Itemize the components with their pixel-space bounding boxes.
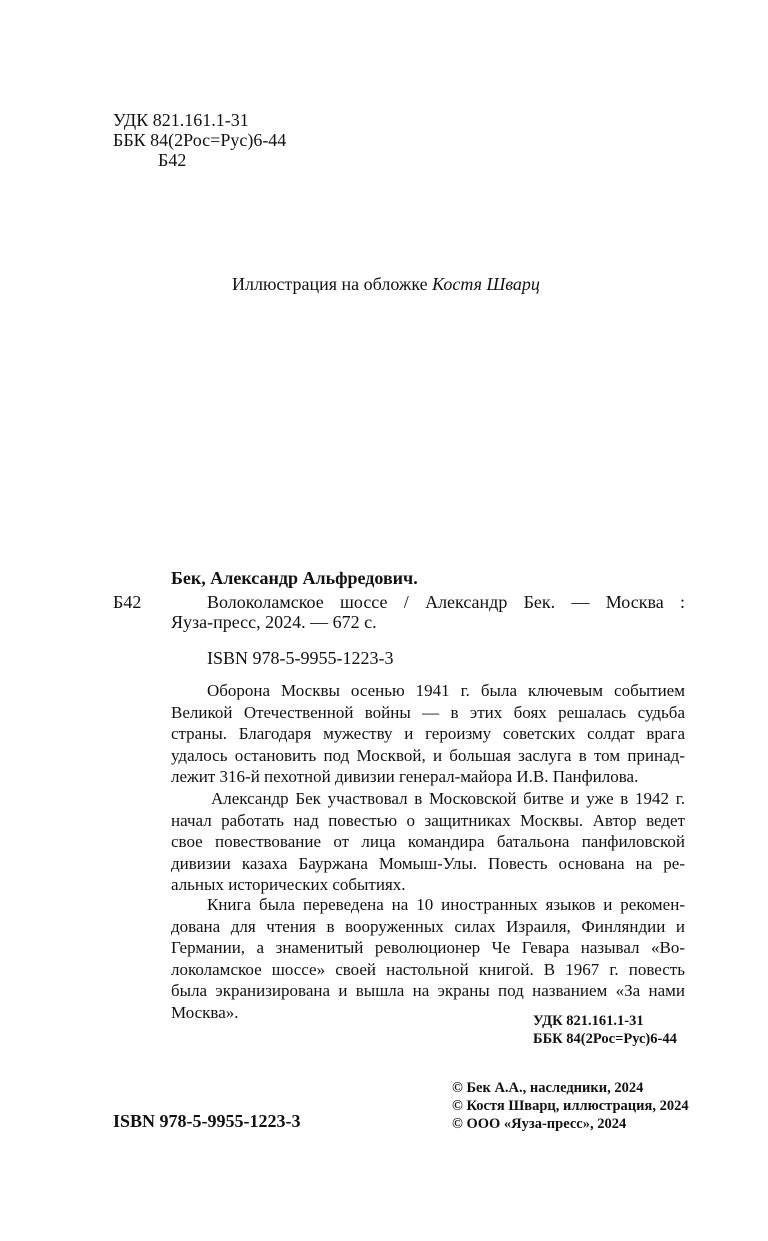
- annotation-line: Москва».: [171, 1002, 239, 1022]
- annotation-line: начал работать над повестью о защитниках Москвы. Автор ведет: [171, 810, 685, 830]
- annotation-line: локоламское шоссе» своей настольной книгой. В 1967 г. повесть: [171, 959, 685, 979]
- annotation-line: дивизии казаха Бауржана Момыш-Улы. Повесть основана на ре-: [171, 853, 685, 873]
- illustration-artist: Костя Шварц: [432, 274, 540, 294]
- annotation-line: удалось остановить под Москвой, и большая заслуга в том принад-: [171, 745, 685, 765]
- annotation-line: Александр Бек участвовал в Московской битве и уже в 1942 г.: [211, 789, 685, 808]
- annotation-paragraph-2: [171, 788, 685, 896]
- illustration-prefix: Иллюстрация на обложке: [232, 274, 433, 294]
- annotation-line: была экранизирована и вышла на экраны под названием «За нами: [171, 981, 685, 1000]
- header-udk: УДК 821.161.1-31: [113, 110, 249, 130]
- classification-bbk: ББК 84(2Рос=Рус)6-44: [533, 1031, 677, 1047]
- annotation-line: Оборона Москвы осенью 1941 г. была ключевым событием: [207, 681, 685, 700]
- annotation-line: страны. Благодаря мужеству и героизму советских солдат врага: [171, 724, 685, 743]
- classification-udk: УДК 821.161.1-31: [533, 1013, 644, 1029]
- annotation-line: Германии, а знаменитый революционер Че Гевара называл «Во-: [171, 938, 685, 957]
- annotation-line: дована для чтения в вооруженных силах Израиля, Финляндии и: [171, 916, 685, 936]
- header-author-mark: Б42: [158, 150, 187, 170]
- annotation-line: лежит 316-й пехотной дивизии генерал-майора И.В. Панфилова.: [171, 767, 639, 786]
- annotation-line: Великой Отечественной войны — в этих боях решалась судьба: [171, 702, 685, 722]
- copyright-line-3: © ООО «Яуза-пресс», 2024: [452, 1116, 627, 1132]
- copyright-line-2: © Костя Шварц, иллюстрация, 2024: [452, 1098, 689, 1114]
- header-bbk: ББК 84(2Рос=Рус)6-44: [113, 130, 287, 150]
- annotation-line: Книга была переведена на 10 иностранных языков и рекомен-: [207, 895, 685, 914]
- annotation-paragraph-1: [171, 680, 685, 788]
- copyright-line-1: © Бек А.А., наследники, 2024: [452, 1080, 644, 1096]
- annotation-line: свое повествование от лица командира батальона панфиловской: [171, 832, 685, 851]
- annotation-paragraph-3: [171, 894, 685, 1023]
- footer-isbn: ISBN 978-5-9955-1223-3: [113, 1111, 301, 1131]
- annotation-line: альных исторических событиях.: [171, 875, 406, 894]
- catalog-mark: Б42: [113, 592, 142, 612]
- author-heading: Бек, Александр Альфредович.: [171, 568, 418, 588]
- catalog-title-line-2: Яуза-пресс, 2024. — 672 с.: [171, 612, 377, 632]
- illustration-credit: [232, 274, 540, 295]
- catalog-title-line-1: Волоколамское шоссе / Александр Бек. — Москва :: [207, 592, 685, 612]
- catalog-isbn: ISBN 978-5-9955-1223-3: [207, 648, 394, 668]
